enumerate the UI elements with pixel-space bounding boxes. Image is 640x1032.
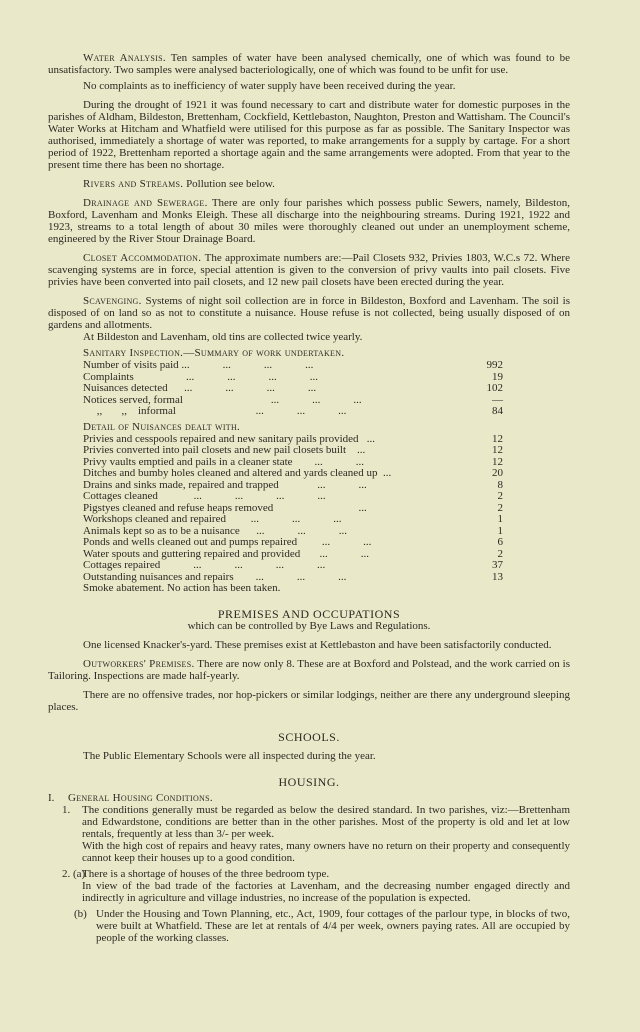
nuisance-row-label: Outstanding nuisances and repairs ... ... ...: [83, 570, 347, 583]
housing-section-header: [48, 792, 570, 804]
nuisance-row: [83, 502, 570, 514]
nuisance-row-value: 8: [497, 478, 503, 491]
outworkers-title: Outworkers' Premises.: [83, 658, 195, 670]
rivers-paragraph: [48, 178, 570, 190]
outworkers-paragraph: [48, 658, 570, 682]
nuisance-row: [83, 456, 570, 468]
nuisance-row: [83, 548, 570, 560]
nuisance-row-label: Water spouts and guttering repaired and provided ... ...: [83, 547, 369, 560]
drainage-title: Drainage and Sewerage.: [83, 197, 208, 209]
premises-subheading: which can be controlled by Bye Laws and Regulations.: [187, 620, 431, 632]
sanitary-row: [83, 382, 570, 394]
sanitary-row-label: Notices served, formal ... ... ...: [83, 393, 362, 406]
housing-item-2a-continuation: In view of the bad trade of the factories at Lavenham, and the decreasing number engaged directly and indirectly in agriculture and village industries, no increase of the population is expected.: [82, 880, 570, 904]
nuisance-row-label: Cottages repaired ... ... ... ...: [83, 559, 326, 571]
nuisance-row: [83, 571, 570, 583]
nuisance-row-value: 1: [497, 524, 503, 537]
housing-heading: HOUSING.: [278, 775, 340, 789]
housing-item-2b: [74, 908, 570, 944]
nuisance-row: [83, 559, 570, 571]
no-complaints-paragraph: No complaints as to inefficiency of water supply have been received during the year.: [83, 80, 456, 92]
water-analysis-title: Water Analysis.: [83, 52, 166, 64]
premises-heading: PREMISES AND OCCUPATIONS: [217, 607, 401, 621]
closet-paragraph: [48, 252, 570, 288]
nuisance-row: [83, 444, 570, 456]
sanitary-inspection-block: [48, 347, 570, 417]
nuisance-row-label: Privy vaults emptied and pails in a cleaner state ... ...: [83, 455, 365, 468]
scavenging-text: Systems of night soil collection are in force in Bildeston, Boxford and Lavenham. The soil is disposed of on land so as not to constitute a nuisance. House refuse is not collected, being usually disposed of on gardens and allotments.: [48, 295, 570, 331]
sanitary-row: [83, 394, 570, 406]
housing-section-title: General Housing Conditions.: [68, 792, 213, 804]
sanitary-row: [83, 405, 570, 417]
nuisance-row: [83, 525, 570, 537]
housing-section-number: I.: [48, 792, 55, 804]
water-analysis-paragraph: [48, 52, 570, 76]
nuisance-row: [83, 490, 570, 502]
knacker-paragraph: One licensed Knacker's-yard. These premises exist at Kettlebaston and have been satisfactorily conducted.: [83, 639, 552, 651]
housing-item-2a-number: 2. (a): [62, 868, 86, 880]
nuisances-table: [83, 433, 570, 583]
sanitary-row: [83, 359, 570, 371]
closet-title: Closet Accommodation.: [83, 252, 202, 264]
housing-item-2a: [62, 868, 570, 904]
sanitary-inspection-table: [83, 359, 570, 417]
document-content: [48, 52, 570, 944]
closet-text: The approximate numbers are:—Pail Closets 932, Privies 1803, W.C.s 72. Where scavenging systems are in force, special attention is given to the conversion of privy vaults into pail closets. Five privies have been converted into pail closets, and 12 new pail closets have been erected during the year.: [48, 252, 570, 288]
nuisance-row-value: 2: [497, 490, 503, 502]
water-analysis-text: Ten samples of water have been analysed chemically, one of which was found to be unsatisfactory. Two samples were analysed bacteriologically, one of which was found to be unfit for use.: [48, 52, 570, 76]
sanitary-row-label: Nuisances detected ... ... ... ...: [83, 382, 317, 394]
nuisance-row-label: Animals kept so as to be a nuisance ... ... ...: [83, 524, 347, 537]
nuisance-row-value: 2: [497, 501, 503, 514]
schools-paragraph: The Public Elementary Schools were all inspected during the year.: [83, 750, 376, 762]
sanitary-row-value: —: [492, 393, 503, 406]
sanitary-inspection-title: Sanitary Inspection.—Summary of work undertaken.: [83, 347, 345, 359]
housing-item-1-continuation: With the high cost of repairs and heavy rates, many owners have no return on their property and consequently cannot keep their houses up to a good condition.: [82, 840, 570, 864]
nuisance-row-value: 2: [497, 547, 503, 560]
nuisance-row-value: 37: [492, 559, 503, 571]
sanitary-row-label: Number of visits paid ... ... ... ...: [83, 359, 314, 371]
tins-paragraph: At Bildeston and Lavenham, old tins are collected twice yearly.: [83, 331, 363, 343]
scavenging-paragraph: [48, 295, 570, 331]
drainage-paragraph: [48, 197, 570, 245]
rivers-title: Rivers and Streams.: [83, 178, 184, 190]
outworkers-text: There are now only 8. These are at Boxford and Polstead, and the work carried on is Tailoring. Inspections are made half-yearly.: [48, 658, 570, 682]
sanitary-row-value: 84: [492, 405, 503, 417]
housing-item-1-number: 1.: [62, 804, 71, 816]
nuisance-row: [83, 479, 570, 491]
nuisances-title: Detail of Nuisances dealt with.: [83, 420, 241, 433]
nuisance-row: [83, 433, 570, 445]
scavenging-title: Scavenging.: [83, 295, 142, 307]
housing-item-2b-text: Under the Housing and Town Planning, etc., Act, 1909, four cottages of the parlour type, in blocks of two, were built at Whatfield. These are let at rentals of 4/4 per week, owners paying rates. All are occupied by people of the working classes.: [96, 908, 570, 944]
nuisance-row: [83, 467, 570, 479]
sanitary-row-value: 102: [486, 382, 503, 394]
smoke-abatement: Smoke abatement. No action has been taken.: [83, 582, 281, 594]
housing-item-2a-text: There is a shortage of houses of the three bedroom type.: [82, 868, 330, 880]
sanitary-row-label: Complaints ... ... ... ...: [83, 370, 318, 383]
nuisance-row-label: Privies and cesspools repaired and new sanitary pails provided ...: [83, 432, 376, 445]
nuisances-block: [48, 421, 570, 595]
sanitary-row-label: ,, ,, informal ... ... ...: [83, 405, 347, 417]
nuisance-row-label: Drains and sinks made, repaired and trapped ... ...: [83, 478, 367, 491]
housing-item-2b-number: (b): [74, 908, 87, 920]
housing-item-1: [62, 804, 570, 864]
nuisance-row-value: 6: [497, 536, 503, 548]
drainage-text: There are only four parishes which possess public Sewers, namely, Bildeston, Boxford, Lavenham and Monks Eleigh. These all discharge into the neighbouring streams. During 1921, 1922 and 1923, streams to a total length of about 30 miles were thoroughly cleaned out under an unemployment scheme, engineered by the River Stour Drainage Board.: [48, 197, 570, 245]
nuisance-row-label: Workshops cleaned and repaired ... ... ...: [83, 513, 342, 525]
nuisance-row-value: 20: [492, 467, 503, 479]
nuisance-row: [83, 536, 570, 548]
housing-item-1-text: The conditions generally must be regarded as below the desired standard. In two parishes, viz:—Brettenham and Edwardstone, conditions are better than in the other parishes. Most of the property is old and let at low rentals, frequently at less than 3/- per week.: [82, 804, 570, 840]
nuisance-row-value: 12: [492, 444, 503, 456]
nuisance-row-value: 12: [492, 455, 503, 468]
nuisance-row-value: 13: [492, 570, 503, 583]
nuisance-row-label: Ditches and bumby holes cleaned and altered and yards cleaned up ...: [83, 467, 392, 479]
nuisance-row: [83, 513, 570, 525]
offensive-trades-paragraph: There are no offensive trades, nor hop-pickers or similar lodgings, neither are there any underground sleeping places.: [48, 689, 570, 713]
sanitary-row-value: 19: [492, 370, 503, 383]
nuisance-row-label: Pigstyes cleaned and refuse heaps removed ...: [83, 501, 367, 514]
nuisance-row-label: Privies converted into pail closets and new pail closets built ...: [83, 444, 366, 456]
nuisance-row-value: 1: [497, 513, 503, 525]
nuisance-row-label: Cottages cleaned ... ... ... ...: [83, 490, 326, 502]
sanitary-row: [83, 371, 570, 383]
sanitary-row-value: 992: [486, 359, 503, 371]
nuisance-row-label: Ponds and wells cleaned out and pumps repaired ... ...: [83, 536, 372, 548]
rivers-text: Pollution see below.: [186, 178, 275, 190]
nuisance-row-value: 12: [492, 432, 503, 445]
schools-heading: SCHOOLS.: [278, 730, 340, 744]
drought-paragraph: During the drought of 1921 it was found necessary to cart and distribute water for domestic purposes in the parishes of Aldham, Bildeston, Brettenham, Cockfield, Kettlebaston, Naughton, Preston and Wattisham. The Council's Water Works at Hitcham and Whatfield were utilised for this purpose as far as possible. The Sanitary Inspector was authorised, immediately a shortage of water was reported, to make arrangements for a supply by cartage. For a short period of 1922, Brettenham reported a shortage again and the same arrangements were adopted. From that year to the present time there has been no shortage.: [48, 99, 570, 171]
